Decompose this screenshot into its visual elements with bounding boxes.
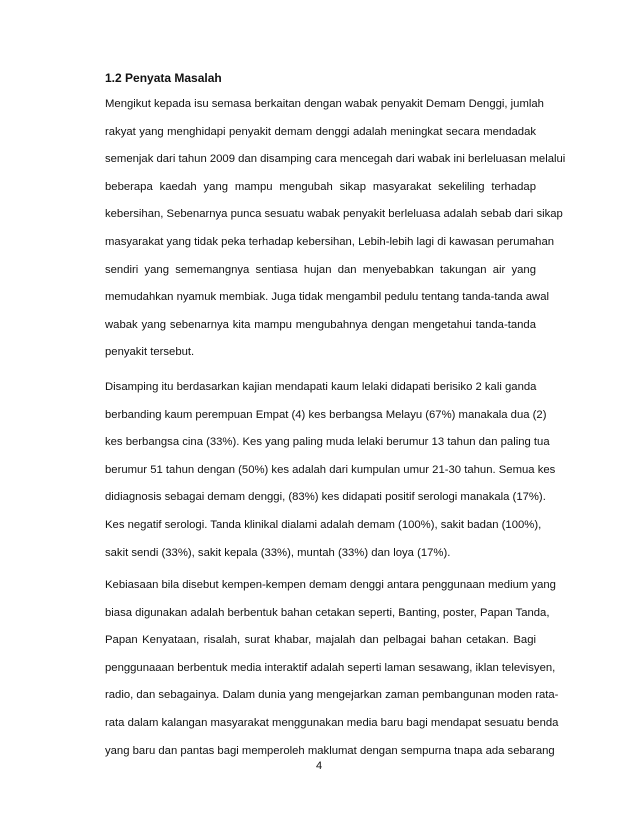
paragraph-line: Kes negatif serologi. Tanda klinikal dialami adalah demam (100%), sakit badan (100%), (105, 518, 542, 531)
paragraph-line: penyakit tersebut. (105, 346, 195, 359)
paragraph-line: memudahkan nyamuk membiak. Juga tidak mengambil pedulu tentang tanda-tanda awal (105, 291, 549, 304)
paragraph-line: wabak yang sebenarnya kita mampu mengubahnya dengan mengetahui tanda-tanda (105, 318, 536, 331)
section-heading: 1.2 Penyata Masalah (105, 71, 222, 85)
paragraph-1 (105, 96, 566, 372)
paragraph-line: berumur 51 tahun dengan (50%) kes adalah dari kumpulan umur 21-30 tahun. Semua kes (105, 463, 556, 476)
paragraph-line: Mengikut kepada isu semasa berkaitan dengan wabak penyakit Demam Denggi, jumlah (105, 98, 544, 110)
paragraph-line: Kebiasaan bila disebut kempen-kempen demam denggi antara penggunaan medium yang (105, 579, 556, 591)
paragraph-2 (105, 379, 556, 572)
paragraph-line: beberapa kaedah yang mampu mengubah sikap masyarakat sekeliling terhadap (105, 180, 536, 193)
paragraph-line: kes berbangsa cina (33%). Kes yang paling muda lelaki berumur 13 tahun dan paling tua (105, 436, 550, 449)
paragraph-line: sakit sendi (33%), sakit kepala (33%), muntah (33%) dan loya (17%). (105, 546, 451, 559)
paragraph-line: penggunaaan berbentuk media interaktif adalah seperti laman sesawang, iklan televisyen, (105, 661, 556, 674)
paragraph-line: didiagnosis sebagai demam denggi, (83%) kes didapati positif serologi manakala (17%). (105, 491, 546, 504)
paragraph-line: yang baru dan pantas bagi memperoleh maklumat dengan sempurna tnapa ada sebarang (105, 744, 555, 757)
paragraph-line: rata dalam kalangan masyarakat menggunakan media baru bagi mendapat sesuatu benda (105, 716, 559, 729)
paragraph-line: radio, dan sebagainya. Dalam dunia yang mengejarkan zaman pembangunan moden rata- (105, 689, 559, 702)
paragraph-line: berbanding kaum perempuan Empat (4) kes berbangsa Melayu (67%) manakala dua (2) (105, 408, 547, 421)
paragraph-line: masyarakat yang tidak peka terhadap kebersihan, Lebih-lebih lagi di kawasan perumahan (105, 235, 555, 248)
paragraph-line: biasa digunakan adalah berbentuk bahan cetakan seperti, Banting, poster, Papan Tanda, (105, 606, 550, 619)
paragraph-line: sendiri yang sememangnya sentiasa hujan dan menyebabkan takungan air yang (105, 263, 536, 276)
paragraph-line: rakyat yang menghidapi penyakit demam denggi adalah meningkat secara mendadak (105, 125, 536, 138)
paragraph-line: Disamping itu berdasarkan kajian mendapati kaum lelaki didapati berisiko 2 kali ganda (105, 381, 537, 393)
page-number: 4 (315, 760, 323, 772)
paragraph-line: semenjak dari tahun 2009 dan disamping cara mencegah dari wabak ini berleluasan melalui (105, 153, 566, 166)
paragraph-line: Papan Kenyataan, risalah, surat khabar, majalah dan pelbagai bahan cetakan. Bagi (105, 634, 536, 647)
paragraph-line: kebersihan, Sebenarnya punca sesuatu wabak penyakit berleluasa adalah sebab dari sikap (105, 208, 563, 221)
paragraph-3 (105, 577, 559, 770)
